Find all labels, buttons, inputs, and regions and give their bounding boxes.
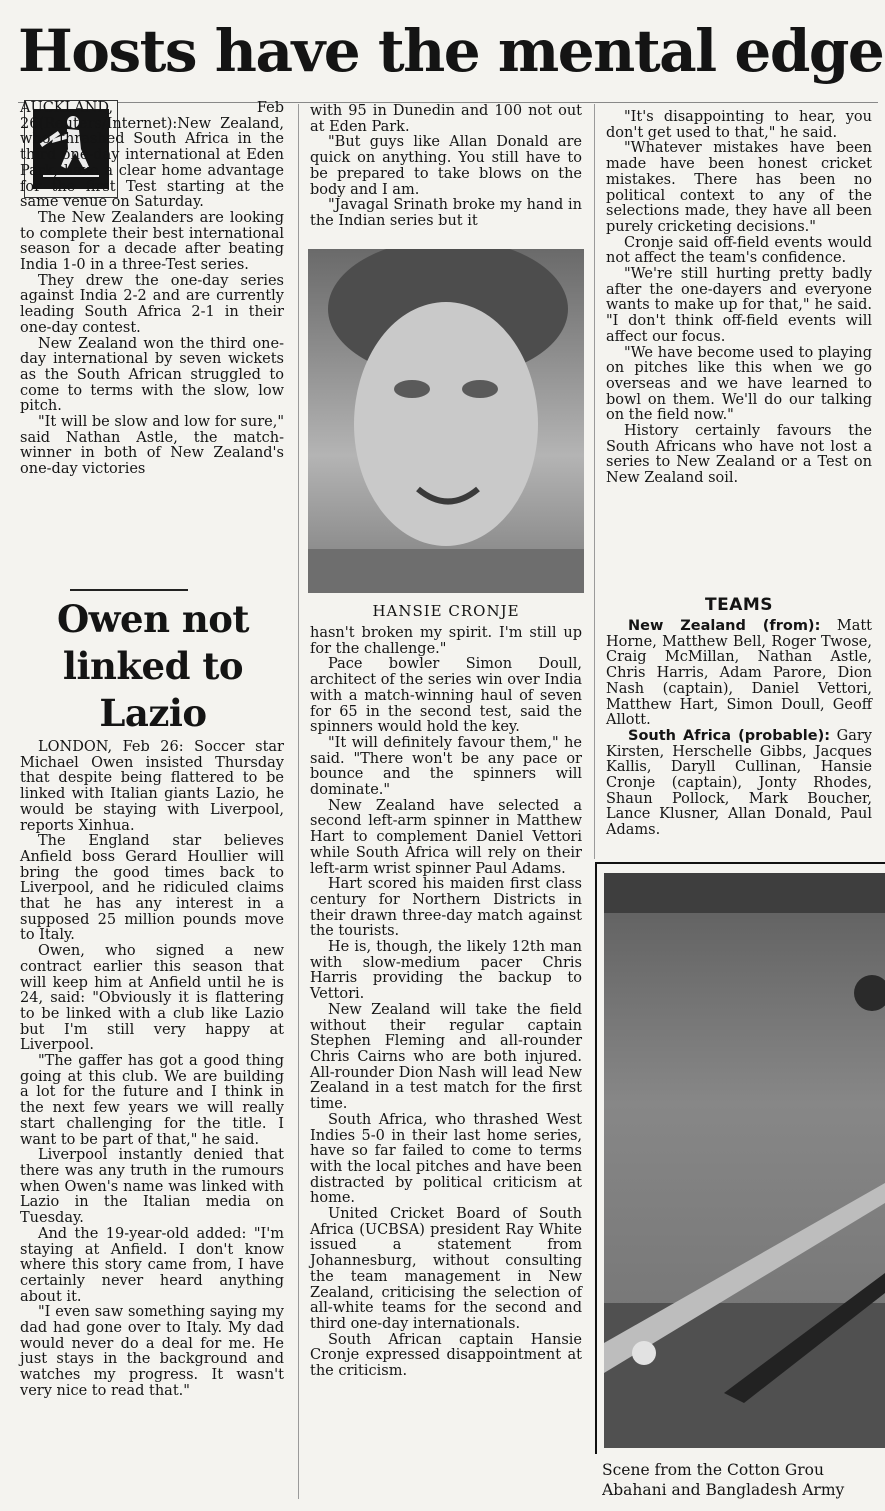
article-paragraph: hasn't broken my spirit. I'm still up for the challenge." bbox=[310, 625, 582, 657]
column-divider bbox=[594, 104, 595, 859]
article-paragraph: They drew the one-day series against India 2-2 and are currently leading South Africa 2-1 in their one-day contest. bbox=[20, 272, 284, 336]
team-sa-label: South Africa (probable): bbox=[628, 727, 831, 744]
article-paragraph: He is, though, the likely 12th man with slow-medium pacer Chris Harris providing the backup to Vettori. bbox=[310, 939, 582, 1003]
article-paragraph: Owen, who signed a new contract earlier this season that will keep him at Anfield until he is 24, said: "Obviously it is flattering to be linked with a club like Lazio but I'm still very happy at Liverpool. bbox=[20, 943, 284, 1054]
article-paragraph: South Africa, who thrashed West Indies 5-0 in their last home series, have so far failed to come to terms with the local pitches and have been distracted by political criticism at home. bbox=[310, 1111, 582, 1207]
article-column-2-bottom bbox=[310, 626, 582, 1380]
article-paragraph: Hart scored his maiden first class century for Northern Districts in their drawn three-day match against the tourists. bbox=[310, 876, 582, 940]
headline: Hosts have the mental edge bbox=[18, 6, 878, 103]
subhead-rule bbox=[70, 589, 188, 591]
team-nz-label: New Zealand (from): bbox=[628, 618, 821, 634]
team-sa bbox=[606, 729, 872, 839]
column-divider bbox=[298, 104, 299, 1499]
article-paragraph: And the 19-year-old added: "I'm staying at Anfield. I don't know where this story came from, I have certainly never heard anything about it. bbox=[20, 1225, 284, 1305]
photo-caption-2 bbox=[602, 1460, 885, 1500]
caption-line: Scene from the Cotton Grou bbox=[602, 1461, 824, 1479]
article-paragraph: AUCKLAND, Feb 26(Reuters/Internet):New Zealand, who thrashed South Africa in the third one-day international at Eden Park, have a clear home advantage for the first Test starting at the same venue on Saturday. bbox=[20, 100, 284, 211]
owen-article bbox=[20, 740, 284, 1400]
article-paragraph: New Zealand will take the field without their regular captain Stephen Fleming and all-rounder Chris Cairns who are both injured. All-rounder Dion Nash will lead New Zealand in a test match for the first time. bbox=[310, 1001, 582, 1113]
caption-line: Abahani and Bangladesh Army bbox=[602, 1481, 845, 1499]
article-paragraph: "Javagal Srinath broke my hand in the Indian series but it bbox=[310, 197, 582, 229]
photo-caption: HANSIE CRONJE bbox=[372, 602, 520, 620]
cotton-ground-photo bbox=[604, 873, 885, 1448]
subhead: Owen not linked to Lazio bbox=[56, 597, 250, 735]
article-paragraph: "We have become used to playing on pitches like this when we go overseas and we have learned to bowl on them. We'll do our talking on the field now." bbox=[606, 344, 872, 424]
team-sa-players: Gary Kirsten, Herschelle Gibbs, Jacques Kallis, Daryll Cullinan, Hansie Cronje (captain), Jonty Rhodes, Shaun Pollock, Mark Boucher, Lance Klusner, Allan Donald, Paul Adams. bbox=[606, 727, 872, 839]
article-paragraph: "It will be slow and low for sure," said Nathan Astle, the match-winner in both of New Zealand's one-day victories bbox=[20, 414, 284, 478]
article-paragraph: "It's disappointing to hear, you don't get used to that," he said. bbox=[606, 109, 872, 141]
article-paragraph: Liverpool instantly denied that there was any truth in the rumours when Owen's name was linked with Lazio in the Italian media on Tuesday. bbox=[20, 1147, 284, 1227]
team-nz-players: Matt Horne, Matthew Bell, Roger Twose, Craig McMillan, Nathan Astle, Chris Harris, Adam Parore, Dion Nash (captain), Daniel Vettori, Matthew Hart, Simon Doull, Geoff Allott. bbox=[606, 618, 873, 729]
teams-heading: TEAMS bbox=[704, 595, 774, 615]
article-column-1 bbox=[20, 101, 284, 478]
article-paragraph: South African captain Hansie Cronje expressed disappointment at the criticism. bbox=[310, 1331, 582, 1380]
article-paragraph: "We're still hurting pretty badly after the one-dayers and everyone wants to make up for that," he said. "I don't think off-field events will affect our focus. bbox=[606, 266, 872, 345]
article-paragraph: "It will definitely favour them," he said. "There won't be any pace or bounce and the spinners will dominate." bbox=[310, 734, 582, 799]
article-column-2-top bbox=[310, 104, 582, 230]
team-nz bbox=[606, 619, 872, 729]
article-paragraph: "Whatever mistakes have been made have been honest cricket mistakes. There has been no political context to any of the selections made, they have all been purely cricketing decisions." bbox=[606, 140, 872, 235]
article-paragraph: with 95 in Dunedin and 100 not out at Eden Park. bbox=[310, 103, 582, 135]
cronje-photo bbox=[308, 249, 584, 593]
teams-list bbox=[606, 619, 872, 839]
article-paragraph: United Cricket Board of South Africa (UCBSA) president Ray White issued a statement from Johannesburg, without consulting the team management in New Zealand, criticising the selection of all-white teams for the second and third one-day internationals. bbox=[310, 1206, 582, 1332]
article-column-3 bbox=[606, 110, 872, 487]
article-paragraph: LONDON, Feb 26: Soccer star Michael Owen insisted Thursday that despite being flattered to be linked with Italian giants Lazio, he would be staying with Liverpool, reports Xinhua. bbox=[20, 739, 284, 834]
article-paragraph: Pace bowler Simon Doull, architect of the series win over India with a match-winning haul of seven for 65 in the second test, said the spinners would hold the key. bbox=[310, 656, 582, 736]
article-paragraph: "I even saw something saying my dad had gone over to Italy. My dad would never do a deal for me. He just stays in the background and watches my progress. It wasn't very nice to read that." bbox=[20, 1304, 284, 1399]
article-paragraph: History certainly favours the South Africans who have not lost a series to New Zealand or a Test on New Zealand soil. bbox=[606, 423, 872, 487]
article-paragraph: The New Zealanders are looking to complete their best international season for a decade after beating India 1-0 in a three-Test series. bbox=[20, 209, 284, 274]
article-paragraph: Cronje said off-field events would not affect the team's confidence. bbox=[606, 234, 872, 267]
article-paragraph: New Zealand have selected a second left-arm spinner in Matthew Hart to complement Daniel Vettori while South Africa will rely on their left-arm wrist spinner Paul Adams. bbox=[310, 797, 582, 877]
article-paragraph: The England star believes Anfield boss Gerard Houllier will bring the good times back to Liverpool, and he ridiculed claims that he has any interest in a supposed 25 million pounds move to Italy. bbox=[20, 833, 284, 944]
article-paragraph: New Zealand won the third one-day international by seven wickets as the South African struggled to come to terms with the slow, low pitch. bbox=[20, 335, 284, 415]
article-paragraph: "The gaffer has got a good thing going at this club. We are building a lot for the future and I think in the next few years we will really start challenging for the title. I want to be part of that," he said. bbox=[20, 1053, 284, 1148]
article-paragraph: "But guys like Allan Donald are quick on anything. You still have to be prepared to take blows on the body and I am. bbox=[310, 134, 582, 198]
